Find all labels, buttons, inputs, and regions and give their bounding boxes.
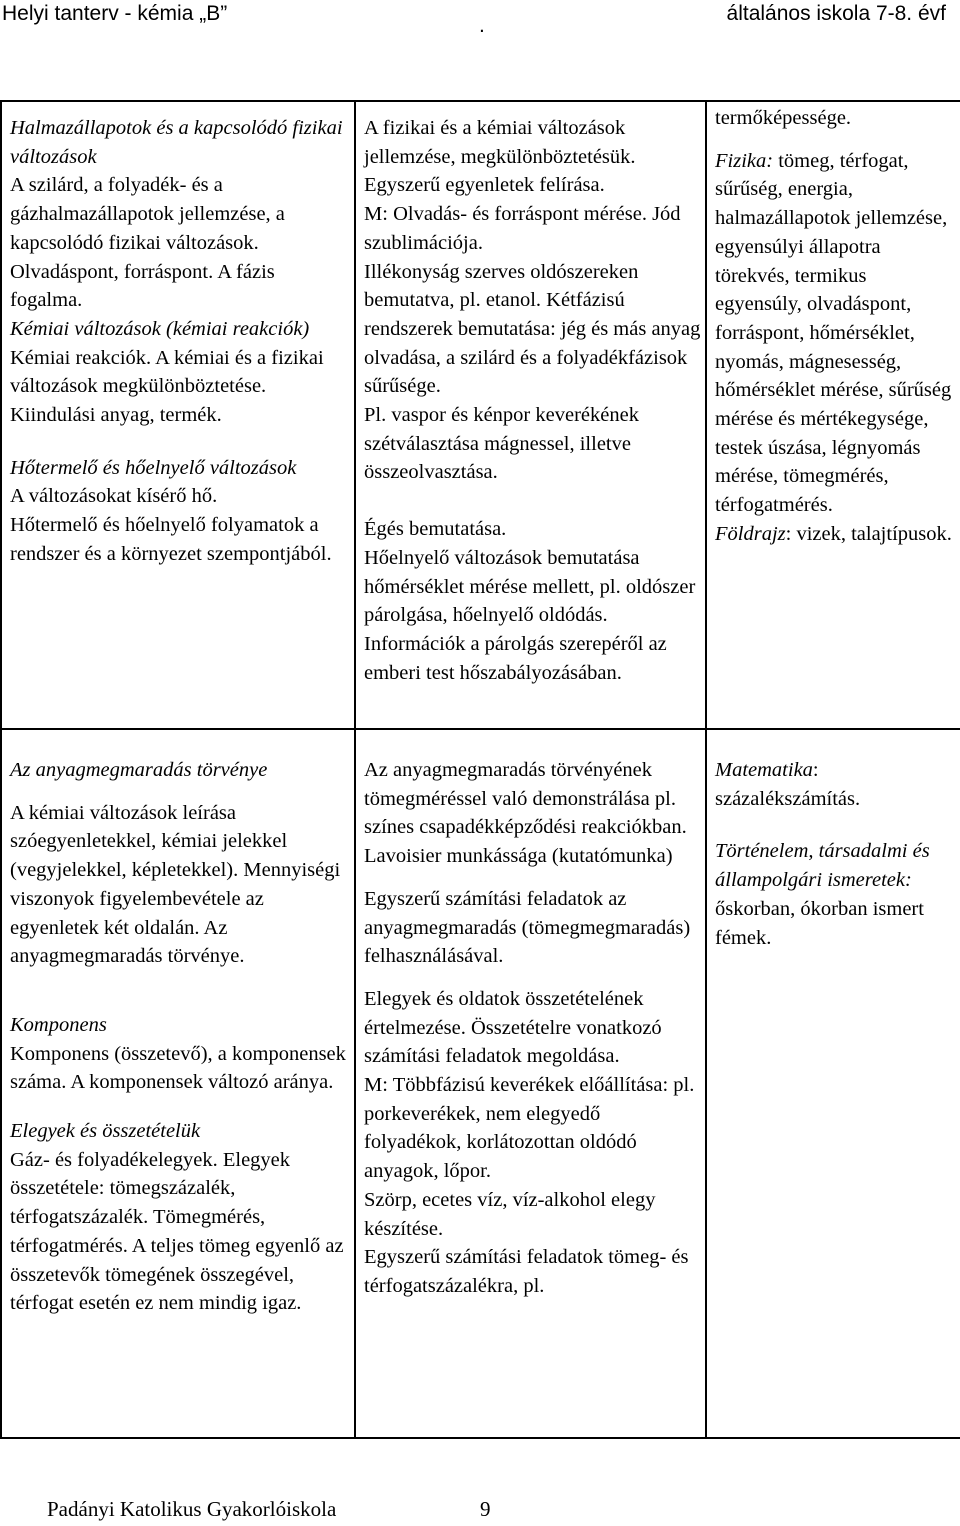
- topic-heading: Az anyagmegmaradás törvénye: [10, 759, 268, 781]
- activity-cell: [355, 729, 706, 1438]
- activity-text: Egyszerű számítási feladatok tömeg- és térfogatszázalékra, pl.: [364, 1246, 689, 1297]
- subject-text: őskorban, ókorban ismert fémek.: [715, 897, 924, 949]
- topic-heading: Kémiai változások (kémiai reakciók): [10, 317, 310, 340]
- connections-cell: [706, 729, 960, 1438]
- activity-text: Illékonyság szerves oldószereken bemutatva, pl. etanol. Kétfázisú rendszerek bemutatása: jég és más anyag olvadása, a szilárd és a folyadékfázisok sűrűsége.: [364, 260, 701, 398]
- topic-text: Komponens (összetevő), a komponensek száma. A komponensek változó aránya.: [10, 1042, 346, 1094]
- subject-label: Földrajz: [715, 522, 786, 545]
- activity-prefix: M:: [364, 1074, 388, 1097]
- activity-text: Pl. vaspor és kénpor keverékének szétválasztása mágnessel, illetve összeolvasztása.: [364, 404, 639, 484]
- connection-text: [715, 520, 956, 549]
- topic-text: Kémiai reakciók. A kémiai és a fizikai változások megkülönböztetése. Kiindulási anyag, termék.: [10, 346, 324, 427]
- curriculum-table: [0, 100, 960, 1439]
- subject-text: : vizek, talajtípusok.: [785, 522, 952, 545]
- topic-text: A szilárd, a folyadék- és a gázhalmazállapotok jellemzése, a kapcsolódó fizikai változások. Olvadáspont, forráspont. A fázis fogalma.: [10, 174, 285, 312]
- table-row: [1, 729, 960, 1438]
- activity-body: Olvadás- és forráspont mérése. Jód szublimációja.: [364, 203, 681, 254]
- header-title-right: általános iskola 7-8. évf: [726, 2, 946, 25]
- header-dot: .: [479, 14, 485, 37]
- activity-text: [364, 1071, 701, 1186]
- content-cell: [1, 729, 355, 1438]
- activity-text: Égés bemutatása.: [364, 518, 507, 541]
- connection-text: [715, 756, 956, 785]
- activity-text: Egyszerű egyenletek felírása.: [364, 174, 605, 197]
- topic-text: A változásokat kísérő hő.: [10, 485, 218, 508]
- subject-label: Matematika: [715, 759, 813, 781]
- activity-prefix: M:: [364, 203, 388, 226]
- topic-text: Gáz- és folyadékelegyek. Elegyek összetétele: tömegszázalék, térfogatszázalék. Tömegmérés, térfogatmérés. A teljes tömeg egyenlő az összetevők tömegének összegével, térfogat esetén ez nem mindig igaz.: [10, 1148, 344, 1315]
- connections-cell: [706, 101, 960, 729]
- footer-school: Padányi Katolikus Gyakorlóiskola: [47, 1497, 337, 1521]
- subject-colon: :: [812, 759, 819, 781]
- subject-label: Fizika:: [715, 149, 774, 172]
- activity-body: Többfázisú keverékek előállítása: pl. porkeverékek, nem elegyedő folyadékok, korlátozottan oldódó anyagok, lőpor.: [364, 1074, 695, 1183]
- header-title-left: Helyi tanterv - kémia „B”: [2, 2, 228, 25]
- topic-heading: Elegyek és összetételük: [10, 1120, 201, 1143]
- table-row: [1, 101, 960, 729]
- topic-text: A kémiai változások leírása szóegyenletekkel, kémiai jelekkel (vegyjelekkel, képletekkel). Mennyiségi viszonyok figyelembevétele az egyenletek két oldalán. Az anyagmegmaradás törvénye.: [10, 801, 341, 968]
- topic-heading: Hőtermelő és hőelnyelő változások: [10, 456, 297, 479]
- subject-text: százalékszámítás.: [715, 787, 861, 810]
- topic-heading: Halmazállapotok és a kapcsolódó fizikai változások: [10, 117, 343, 168]
- content-cell: [1, 101, 355, 729]
- activity-text: [364, 200, 701, 257]
- activity-cell: [355, 101, 706, 729]
- activity-text: A fizikai és a kémiai változások jellemzése, megkülönböztetésük.: [364, 117, 636, 168]
- activity-text: Egyszerű számítási feladatok az anyagmegmaradás (tömegmegmaradás) felhasználásával.: [364, 887, 691, 968]
- subject-label: Történelem, társadalmi és állampolgári ismeretek:: [715, 840, 930, 892]
- page-number: 9: [480, 1497, 491, 1521]
- activity-text: Az anyagmegmaradás törvényének tömegméréssel való demonstrálása pl. színes csapadékképződési reakciókban. Lavoisier munkássága (kutatómunka): [364, 759, 687, 868]
- activity-text: Szörp, ecetes víz, víz-alkohol elegy készítése.: [364, 1188, 656, 1240]
- subject-text: tömeg, térfogat, sűrűség, energia, halmazállapotok jellemzése, egyensúlyi állapotra törekvés, termikus egyensúly, olvadáspont, forráspont, hőmérséklet, nyomás, mágnesesség, hőmérséklet mérése, sűrűség mérése és mértékegysége, testek úszása, légnyomás mérése, tömegmérés, térfogatmérés.: [715, 149, 952, 517]
- connection-text: termőképessége.: [715, 107, 852, 129]
- activity-text: Hőelnyelő változások bemutatása hőmérséklet mérése mellett, pl. oldószer párolgása, hőelnyelő oldódás. Információk a párolgás szerepéről az emberi test hőszabályozásában.: [364, 546, 696, 684]
- topic-text: Hőtermelő és hőelnyelő folyamatok a rendszer és a környezet szempontjából.: [10, 514, 332, 565]
- connection-text: [715, 837, 956, 952]
- connection-text: [715, 147, 956, 520]
- activity-text: Elegyek és oldatok összetételének értelmezése. Összetételre vonatkozó számítási feladatok megoldása.: [364, 987, 662, 1068]
- topic-heading: Komponens: [10, 1013, 107, 1036]
